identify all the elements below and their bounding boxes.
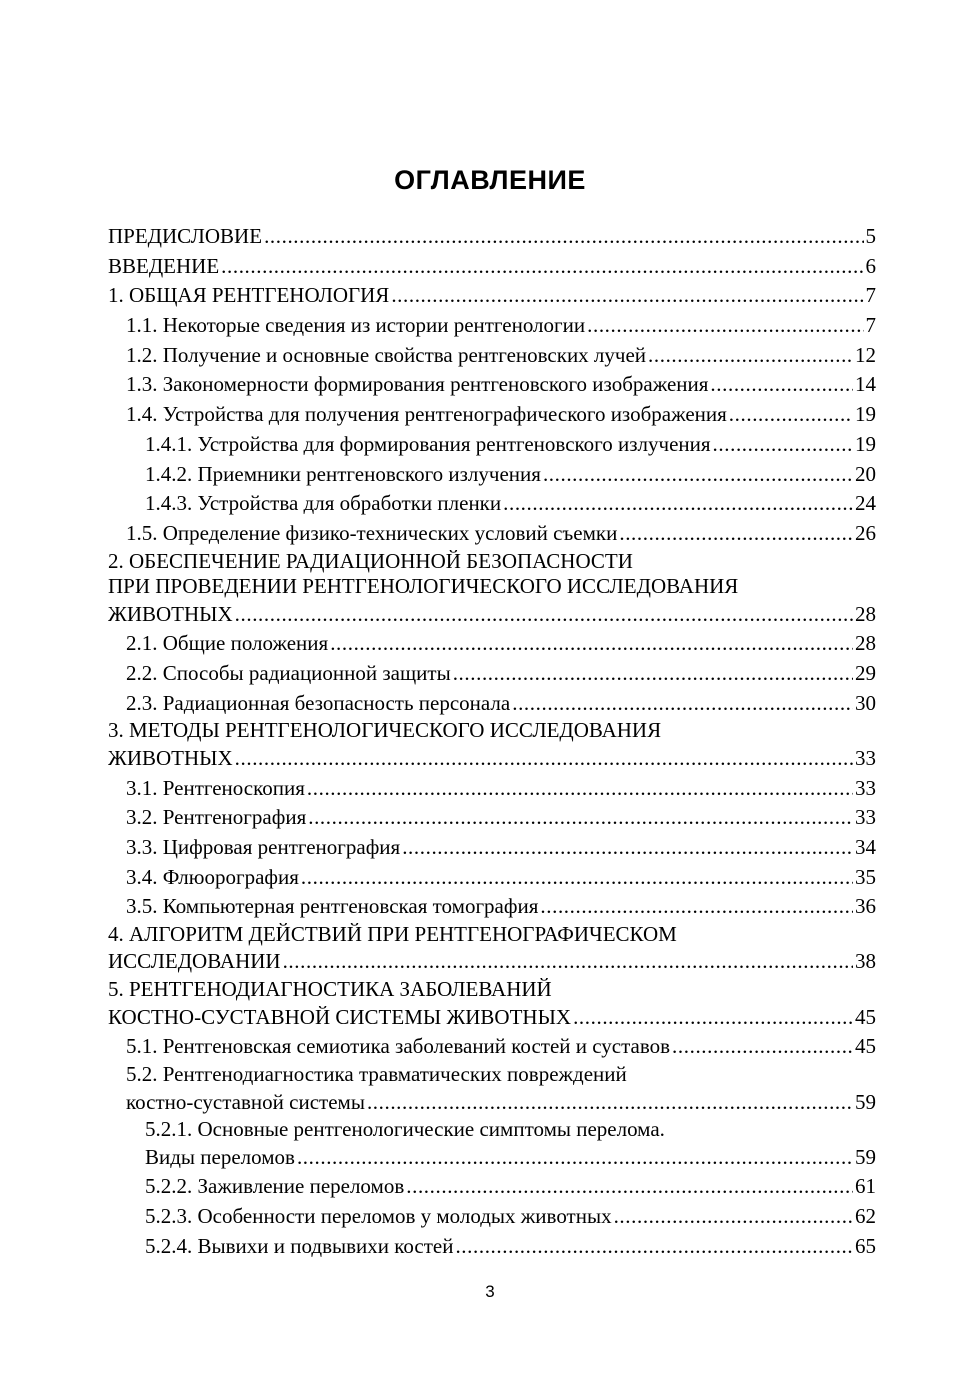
toc-entry-title: 3.1. Рентгеноскопия [126, 775, 305, 800]
toc-entry[interactable] [108, 744, 876, 774]
toc-entry-page: 38 [855, 949, 876, 974]
toc-entry-page: 30 [855, 690, 876, 715]
toc-entry-title: 5.2.2. Заживление переломов [145, 1174, 405, 1199]
toc-entry[interactable] [108, 863, 876, 893]
toc-entry[interactable] [108, 519, 876, 549]
toc-entry[interactable] [108, 774, 876, 804]
toc-entry-page: 26 [855, 520, 876, 545]
page-number: 3 [485, 1282, 495, 1301]
dot-leader [307, 774, 853, 804]
toc-entry-page: 36 [855, 894, 876, 919]
toc-entry-page: 7 [865, 313, 876, 338]
page-title: ОГЛАВЛЕНИЕ [394, 165, 586, 195]
toc-entry-title: 3.5. Компьютерная рентгеновская томография [126, 894, 539, 919]
toc-entry-page: 33 [855, 775, 876, 800]
dot-leader [713, 430, 853, 460]
dot-leader [308, 803, 853, 833]
toc-entry-page: 19 [855, 402, 876, 427]
toc-entry-title: 5.2.3. Особенности переломов у молодых животных [145, 1204, 612, 1229]
toc-entry-title-line: ПРИ ПРОВЕДЕНИИ РЕНТГЕНОЛОГИЧЕСКОГО ИССЛЕДОВАНИЯ [108, 574, 739, 599]
toc-entry[interactable] [108, 803, 876, 833]
toc-entry[interactable] [108, 1202, 876, 1232]
toc-entry[interactable] [108, 629, 876, 659]
toc-entry-title: 5.2.4. Вывихи и подвывихи костей [145, 1233, 454, 1258]
dot-leader [235, 600, 853, 630]
toc-entry[interactable] [108, 1032, 876, 1062]
toc-entry-title: 1.4.2. Приемники рентгеновского излучения [145, 461, 541, 486]
toc-entry-title-line: 5.2. Рентгенодиагностика травматических повреждений [126, 1062, 627, 1086]
dot-leader [619, 519, 853, 549]
dot-leader [672, 1032, 853, 1062]
dot-leader [367, 1088, 853, 1118]
toc-entry-page: 59 [855, 1144, 876, 1169]
dot-leader [235, 744, 853, 774]
dot-leader [455, 1232, 853, 1262]
toc-entry-page: 61 [855, 1174, 876, 1199]
toc-entry-page: 29 [855, 660, 876, 685]
toc-entry-title: 2.2. Способы радиационной защиты [126, 660, 451, 685]
dot-leader [264, 222, 863, 252]
toc-entry-page: 45 [855, 1004, 876, 1029]
toc-entry-title: 1.4.3. Устройства для обработки пленки [145, 491, 502, 516]
toc-entry[interactable] [108, 1143, 876, 1173]
toc-entry-title: КОСТНО-СУСТАВНОЙ СИСТЕМЫ ЖИВОТНЫХ [108, 1004, 572, 1029]
dot-leader [543, 460, 853, 490]
toc-entry[interactable] [108, 947, 876, 977]
toc-entry[interactable] [108, 689, 876, 719]
dot-leader [587, 311, 863, 341]
toc-entry-title: 1. ОБЩАЯ РЕНТГЕНОЛОГИЯ [108, 283, 390, 308]
dot-leader [540, 892, 853, 922]
toc-entry-page: 6 [865, 253, 876, 278]
toc-entry-title: ЖИВОТНЫХ [108, 601, 233, 626]
toc-entry-page: 28 [855, 601, 876, 626]
dot-leader [648, 341, 853, 371]
toc-entry-title-line: 5.2.1. Основные рентгенологические симптомы перелома. [145, 1117, 665, 1142]
toc-entry-title: ВВЕДЕНИЕ [108, 253, 220, 278]
dot-leader [503, 489, 853, 519]
toc-entry-page: 14 [855, 372, 876, 397]
toc-entry-page: 33 [855, 805, 876, 830]
toc-entry-title: ЖИВОТНЫХ [108, 745, 233, 770]
toc-entry-page: 59 [855, 1089, 876, 1114]
toc-entry-title: 3.3. Цифровая рентгенография [126, 834, 401, 859]
toc-entry-title: 3.4. Флюорография [126, 864, 299, 889]
toc-entry[interactable] [108, 1003, 876, 1033]
toc-entry-page: 62 [855, 1204, 876, 1229]
toc-entry-title: 1.2. Получение и основные свойства рентгеновских лучей [126, 342, 647, 367]
toc-entry-title: ПРЕДИСЛОВИЕ [108, 224, 263, 248]
dot-leader [402, 833, 853, 863]
toc-entry[interactable] [108, 252, 876, 282]
toc-entry[interactable] [108, 1172, 876, 1202]
dot-leader [512, 689, 853, 719]
toc-entry-page: 34 [855, 834, 876, 859]
toc-entry[interactable] [108, 370, 876, 400]
dot-leader [406, 1172, 853, 1202]
toc-entry-page: 65 [855, 1233, 876, 1258]
toc-entry-page: 5 [865, 224, 876, 248]
toc-entry[interactable] [108, 1232, 876, 1262]
toc-entry-title: 1.4.1. Устройства для формирования рентгеновского излучения [145, 431, 711, 456]
toc-entry[interactable] [108, 281, 876, 311]
dot-leader [453, 659, 853, 689]
toc-entry[interactable] [108, 489, 876, 519]
toc-entry-title: Виды переломов [145, 1144, 295, 1169]
dot-leader [710, 370, 853, 400]
toc-entry-page: 7 [865, 283, 876, 308]
toc-entry-title: 2.3. Радиационная безопасность персонала [126, 690, 511, 715]
toc-entry-title: 5.1. Рентгеновская семиотика заболеваний костей и суставов [126, 1034, 671, 1059]
toc-entry-title: 1.5. Определение физико-технических условий съемки [126, 520, 618, 545]
toc-entry[interactable] [108, 400, 876, 430]
toc-entry-page: 24 [855, 491, 876, 516]
toc-entry[interactable] [108, 341, 876, 371]
dot-leader [330, 629, 853, 659]
dot-leader [301, 863, 853, 893]
toc-entry-title-line: 3. МЕТОДЫ РЕНТГЕНОЛОГИЧЕСКОГО ИССЛЕДОВАНИЯ [108, 718, 662, 743]
toc-entry-page: 28 [855, 631, 876, 656]
toc-entry-page: 20 [855, 461, 876, 486]
toc-entry[interactable] [108, 460, 876, 490]
toc-entry[interactable] [108, 1088, 876, 1118]
toc-entry-title: 1.4. Устройства для получения рентгенографического изображения [126, 402, 727, 427]
toc-entry-title-line: 4. АЛГОРИТМ ДЕЙСТВИЙ ПРИ РЕНТГЕНОГРАФИЧЕСКОМ [108, 921, 677, 946]
toc-entry-page: 35 [855, 864, 876, 889]
dot-leader [283, 947, 853, 977]
toc-entry-title: костно-суставной системы [126, 1089, 365, 1114]
toc-entry[interactable] [108, 430, 876, 460]
toc-entry-page: 45 [855, 1034, 876, 1059]
dot-leader [614, 1202, 853, 1232]
dot-leader [573, 1003, 853, 1033]
table-of-contents [108, 222, 876, 1261]
dot-leader [391, 281, 863, 311]
toc-entry[interactable] [108, 659, 876, 689]
toc-entry-page: 12 [855, 342, 876, 367]
toc-entry-title-line: 2. ОБЕСПЕЧЕНИЕ РАДИАЦИОННОЙ БЕЗОПАСНОСТИ [108, 548, 633, 573]
toc-entry-title-line: 5. РЕНТГЕНОДИАГНОСТИКА ЗАБОЛЕВАНИЙ [108, 977, 552, 1002]
toc-entry-title: 1.1. Некоторые сведения из истории рентгенологии [126, 313, 586, 338]
dot-leader [297, 1143, 853, 1173]
toc-entry-page: 19 [855, 431, 876, 456]
toc-entry[interactable] [108, 222, 876, 252]
toc-entry-title: 3.2. Рентгенография [126, 805, 307, 830]
dot-leader [221, 252, 863, 282]
toc-entry[interactable] [108, 833, 876, 863]
toc-entry-title: 2.1. Общие положения [126, 631, 329, 656]
toc-entry[interactable] [108, 311, 876, 341]
toc-entry-page: 33 [855, 745, 876, 770]
toc-entry[interactable] [108, 892, 876, 922]
toc-entry[interactable] [108, 600, 876, 630]
dot-leader [729, 400, 853, 430]
toc-entry-title: ИССЛЕДОВАНИИ [108, 949, 281, 974]
toc-entry-title: 1.3. Закономерности формирования рентгеновского изображения [126, 372, 709, 397]
